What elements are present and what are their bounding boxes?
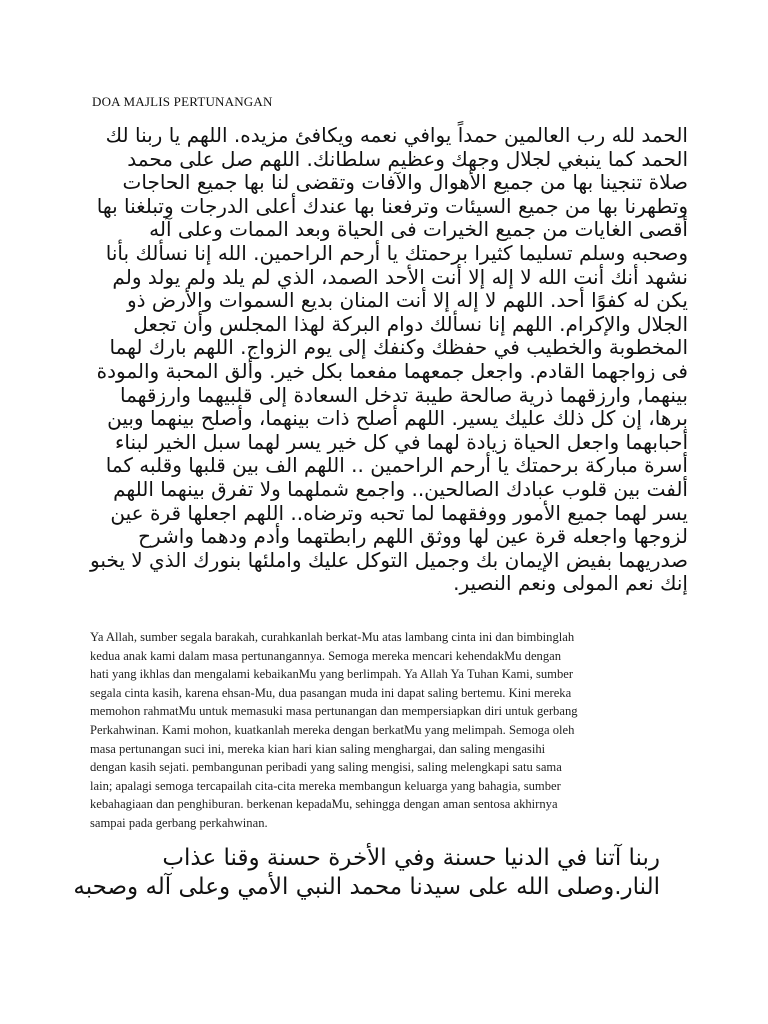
arabic-text-line: يكن له كفوًا أحد. اللهم لا إله إلا أنت المنان بديع السموات والأرض ذو [126, 288, 688, 313]
malay-prayer-text [90, 628, 702, 833]
arabic-prayer-text [84, 124, 688, 596]
arabic-text-line: أسرة مباركة برحمتك يا أرحم الراحمين .. اللهم الف بين قلبها وقلبه كما [105, 453, 688, 478]
arabic-text-line: نشهد أنك أنت الله لا إله إلا أنت الأحد الصمد، الذي لم يلد ولم يولد ولم [112, 264, 688, 289]
arabic-text-line: برها، إن كل ذلك عليك يسير. اللهم أصلح ذات بينهما، وأصلح بينهما وبين [107, 406, 688, 431]
arabic-text-line: بينهما, وارزقهما ذرية صالحة طيبة تدخل السعادة إلى قلبيهما وارزقهما [119, 382, 688, 407]
malay-text-line: Perkahwinan. Kami mohon, kuatkanlah mereka dengan berkatMu yang melimpah. Semoga oleh [90, 722, 575, 737]
malay-text-line: segala cinta kasih, karena ehsan-Mu, dua pasangan muda ini dapat saling bertemu. Kini mereka [90, 685, 572, 700]
malay-text-line: hati yang ikhlas dan mengalami kebaikanMu yang berlimpah. Ya Allah Ya Tuhan Kami, sumber [90, 667, 574, 682]
arabic-text-line: فى زواجهما القادم. واجعل جمعهما مفعما بكل خير. وألق المحبة والمودة [96, 358, 688, 383]
malay-text-line: memohon rahmatMu untuk memasuki masa pertunangan dan mempersiapkan diri untuk gerbang [90, 704, 578, 719]
arabic-text-line: صدريهما بفيض الإيمان بك وجميل التوكل عليك واملئها بنورك الذي لا يخبو [90, 547, 688, 572]
arabic-text-line: صلاة تنجينا بها من جميع الأهوال والآفات وتقضى لنا بها جميع الحاجات [122, 170, 688, 195]
arabic-text-line: ألفت بين قلوب عبادك الصالحين.. واجمع شملهما ولا تفرق بينهما اللهم [113, 476, 688, 501]
arabic-text-line: يسر لهما جميع الأمور ووفقهما لما تحبه وترضاه.. اللهم اجعلها قرة عين [110, 500, 688, 525]
arabic-text-line: أقصى الغايات من جميع الخيرات فى الحياة وبعد الممات وعلى آله [149, 217, 688, 242]
arabic-text-line: الجلال والإكرام. اللهم إنا نسألك دوام البركة لهذا المجلس وأن تجعل [133, 311, 688, 336]
arabic-text-line: الحمد كما ينبغي لجلال وجهك وعظيم سلطانك. اللهم صل على محمد [127, 146, 688, 171]
arabic-text-line: لزوجها واجعله قرة عين لها ووثق اللهم رابطتهما وأدم ودهما واشرح [138, 524, 688, 549]
malay-text-line: Ya Allah, sumber segala barakah, curahkanlah berkat-Mu atas lambang cinta ini dan bimbinglah [90, 630, 575, 644]
malay-text-line: kebahagiaan dan penghiburan. berkenan kepadaMu, sehingga dengan aman sentosa akhirnya [90, 797, 558, 812]
document-title: DOA MAJLIS PERTUNANGAN [92, 94, 273, 109]
malay-text-line: lain; apalagi semoga tercapailah cita-cita mereka membangun keluarga yang bahagia, sumber [90, 778, 561, 793]
malay-text-line: masa pertunangan suci ini, mereka kian hari kian saling menghargai, dan saling mengasihi [90, 741, 546, 756]
arabic-text-line: الحمد لله رب العالمين حمداً يوافي نعمه ويكافئ مزيده. اللهم يا ربنا لك [105, 123, 688, 147]
malay-text-line: sampai pada gerbang perkahwinan. [90, 815, 268, 830]
malay-text-line: dengan kasih sejati. pembangunan peribadi yang saling mengisi, saling melengkapi satu sama [90, 760, 562, 775]
arabic-text-line: وتطهرنا بها من جميع السيئات وترفعنا بها عندك أعلى الدرجات وتبلغنا بها [96, 193, 688, 218]
closing-text-line: ربنا آتنا في الدنيا حسنة وفي الأخرة حسنة وقنا عذاب [162, 845, 660, 871]
malay-text-line: kedua anak kami dalam masa pertunangannya. Semoga mereka mencari kehendakMu dengan [90, 648, 562, 663]
closing-text-line: النار.وصلى الله على سيدنا محمد النبي الأمي وعلى آله وصحبه [73, 874, 660, 900]
arabic-text-line: وصحبه وسلم تسليما كثيرا برحمتك يا أرحم الراحمين. الله إنا نسألك بأنا [105, 240, 688, 265]
arabic-text-line: المخطوبة والخطيب في حفظك وكنفك إلى يوم الزواج. اللهم بارك لهما [109, 335, 688, 360]
arabic-text-line: أحبابهما واجعل الحياة زيادة لهما في كل خير يسر لهما سبل الخير لبناء [115, 429, 688, 454]
arabic-text-line: إنك نعم المولى ونعم النصير. [453, 571, 688, 596]
closing-prayer-text [73, 844, 660, 902]
